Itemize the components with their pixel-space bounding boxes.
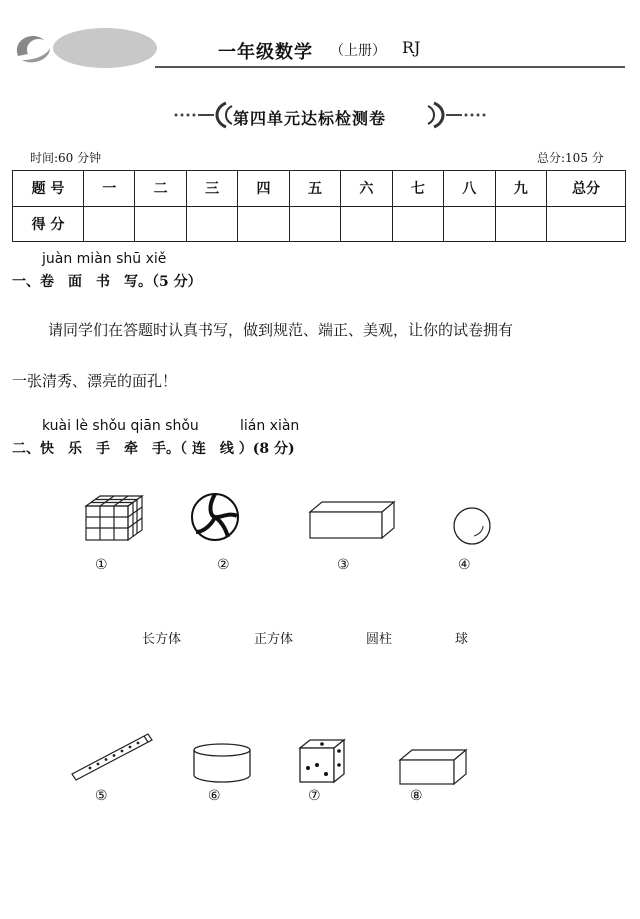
flute-image	[68, 730, 158, 782]
header-title: 一年级数学	[218, 42, 313, 63]
cuboid-image	[308, 500, 396, 540]
header-edition: （上册）	[330, 43, 386, 59]
score-input-cell[interactable]	[341, 206, 392, 242]
score-table-cell: 七	[392, 171, 443, 207]
score-table-cell: 二	[135, 171, 186, 207]
section2-title: 二、快 乐 手 牵 手。（ 连 线 ）(8 分)	[12, 441, 295, 457]
score-table-cell: 五	[289, 171, 340, 207]
box-image	[398, 748, 468, 786]
dice-image	[298, 738, 346, 784]
section1-title: 一、卷 面 书 写。（5 分）	[12, 274, 202, 290]
score-input-cell[interactable]	[135, 206, 186, 242]
score-table-cell: 四	[238, 171, 289, 207]
total-score: 总分:105 分	[537, 151, 604, 165]
score-table-cell: 三	[186, 171, 237, 207]
picture-number: ⑤	[95, 788, 108, 804]
score-table-cell: 总分	[547, 171, 626, 207]
section1-instruction-line2: 一张清秀、漂亮的面孔！	[12, 372, 178, 390]
rubiks-cube-image	[84, 494, 146, 542]
score-table-cell: 八	[444, 171, 495, 207]
score-input-cell[interactable]	[238, 206, 289, 242]
section2-pinyin: kuài lè shǒu qiān shǒu	[42, 418, 199, 434]
score-table-score-row	[13, 206, 626, 242]
picture-number: ②	[217, 557, 230, 573]
picture-number: ④	[458, 557, 471, 573]
score-table-header-row	[13, 171, 626, 207]
score-table-cell: 九	[495, 171, 547, 207]
score-input-cell[interactable]	[289, 206, 340, 242]
shape-name-cylinder[interactable]: 圆柱	[366, 632, 393, 647]
section1-instruction-line1: 请同学们在答题时认真书写，做到规范、端正、美观，让你的试卷拥有	[48, 321, 514, 339]
shape-name-sphere[interactable]: 球	[455, 632, 469, 647]
unit-title: 第四单元达标检测卷	[233, 109, 387, 128]
header-version: RJ	[402, 38, 421, 57]
shape-name-cube[interactable]: 正方体	[254, 632, 294, 647]
score-table-cell: 题 号	[13, 171, 84, 207]
score-table-cell: 六	[341, 171, 392, 207]
score-table-cell: 得 分	[13, 206, 84, 242]
shape-name-cuboid[interactable]: 长方体	[142, 632, 182, 647]
score-input-cell[interactable]	[84, 206, 135, 242]
score-input-cell[interactable]	[444, 206, 495, 242]
cylinder-image	[192, 742, 252, 784]
picture-number: ①	[95, 557, 108, 573]
ball-image	[452, 506, 492, 546]
header-divider	[155, 66, 625, 68]
picture-number: ⑦	[308, 788, 321, 804]
score-input-cell[interactable]	[186, 206, 237, 242]
volleyball-image	[190, 492, 240, 542]
score-input-cell[interactable]	[495, 206, 547, 242]
picture-number: ⑧	[410, 788, 423, 804]
title-ornament-left-icon	[170, 100, 240, 130]
picture-number: ⑥	[208, 788, 221, 804]
time-limit: 时间:60 分钟	[30, 151, 102, 165]
title-ornament-right-icon	[420, 100, 490, 130]
picture-number: ③	[337, 557, 350, 573]
section1-pinyin: juàn miàn shū xiě	[42, 251, 167, 267]
publisher-logo	[10, 26, 160, 72]
score-table-cell: 一	[84, 171, 135, 207]
score-table	[12, 170, 626, 242]
section2-pinyin-lianxian: lián xiàn	[240, 418, 300, 434]
score-input-cell[interactable]	[392, 206, 443, 242]
score-input-cell[interactable]	[547, 206, 626, 242]
